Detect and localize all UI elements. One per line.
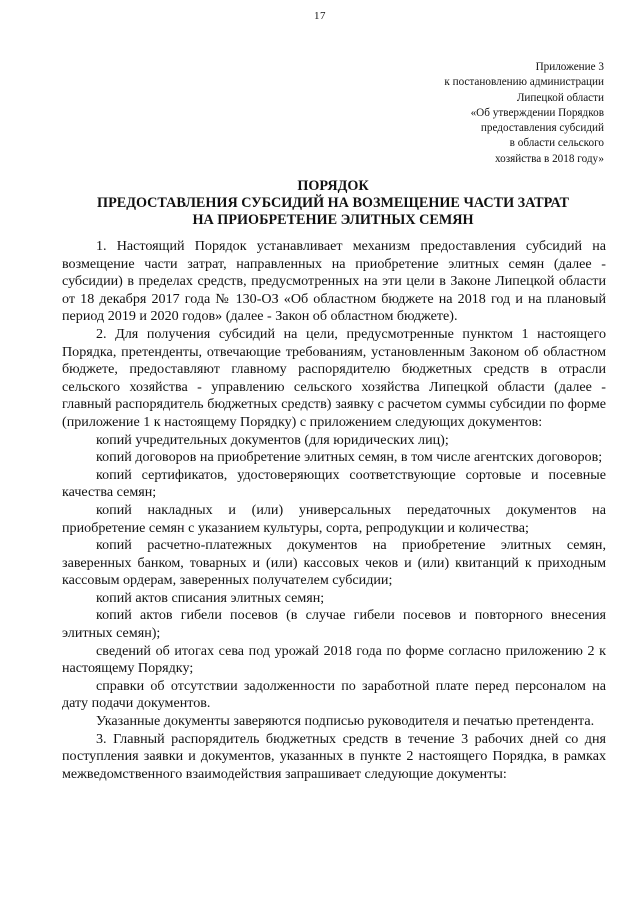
list-item: копий сертификатов, удостоверяющих соответствующие сортовые и посевные качества семян; [62, 466, 606, 501]
annex-line: Приложение 3 [535, 61, 604, 73]
annex-line: хозяйства в 2018 году» [494, 152, 604, 165]
list-item: копий актов гибели посевов (в случае гибели посевов и повторного внесения элитных семян); [62, 607, 606, 642]
annex-line: предоставления субсидий [480, 122, 604, 135]
title-line: ПОРЯДОК [297, 178, 369, 194]
annex-line: в области сельского [509, 137, 604, 150]
annex-line: Липецкой области [516, 91, 604, 104]
list-item: справки об отсутствии задолженности по заработной плате перед персоналом на дату подачи документов. [62, 677, 606, 712]
page-number: 17 [314, 10, 326, 22]
paragraph: 2. Для получения субсидий на цели, предусмотренные пунктом 1 настоящего Порядка, претенденты, отвечающие требованиям, установленным Законом об областном бюджете, предоставляют главному распорядителю бюджетных средств в отрасли сельского хозяйства - управлению сельского хозяйства Липецкой области (далее - главный распорядитель бюджетных средств) заявку с расчетом суммы субсидии по форме (приложение 1 к настоящему Порядку) с приложением следующих документов: [62, 325, 606, 430]
document-title [62, 178, 604, 229]
paragraph: 3. Главный распорядитель бюджетных средств в течение 3 рабочих дней со дня поступления заявки и документов, указанных в пункте 2 настоящего Порядка, в рамках межведомственного взаимодействия запрашивает следующие документы: [62, 730, 606, 782]
annex-header [444, 60, 604, 167]
list-item: сведений об итогах сева под урожай 2018 года по форме согласно приложению 2 к настоящему Порядку; [62, 642, 606, 677]
title-line: ПРЕДОСТАВЛЕНИЯ СУБСИДИЙ НА ВОЗМЕЩЕНИЕ ЧАСТИ ЗАТРАТ [97, 195, 569, 211]
list-item: копий расчетно-платежных документов на приобретение элитных семян, заверенных банком, товарных и (или) кассовых чеков и (или) квитанций к приходным кассовым ордерам, заверенных получателем субсидии; [62, 537, 606, 589]
annex-line: к постановлению администрации [444, 76, 604, 89]
document-body [62, 238, 606, 783]
title-line: НА ПРИОБРЕТЕНИЕ ЭЛИТНЫХ СЕМЯН [192, 212, 474, 228]
annex-line: «Об утверждении Порядков [470, 106, 604, 119]
list-item: копий договоров на приобретение элитных семян, в том числе агентских договоров; [96, 449, 603, 466]
list-item: копий накладных и (или) универсальных передаточных документов на приобретение семян с указанием культуры, сорта, репродукции и количества; [62, 501, 606, 536]
list-item: копий учредительных документов (для юридических лиц); [96, 431, 449, 448]
list-item: копий актов списания элитных семян; [96, 589, 325, 606]
paragraph: Указанные документы заверяются подписью руководителя и печатью претендента. [96, 713, 595, 730]
paragraph: 1. Настоящий Порядок устанавливает механизм предоставления субсидий на возмещение части затрат, направленных на приобретение элитных семян (далее - субсидии) в пределах средств, предусмотренных на эти цели в Законе Липецкой области от 18 декабря 2017 года № 130-ОЗ «Об областном бюджете на 2018 год и на плановый период 2019 и 2020 годов» (далее - Закон об областном бюджете). [62, 238, 606, 325]
